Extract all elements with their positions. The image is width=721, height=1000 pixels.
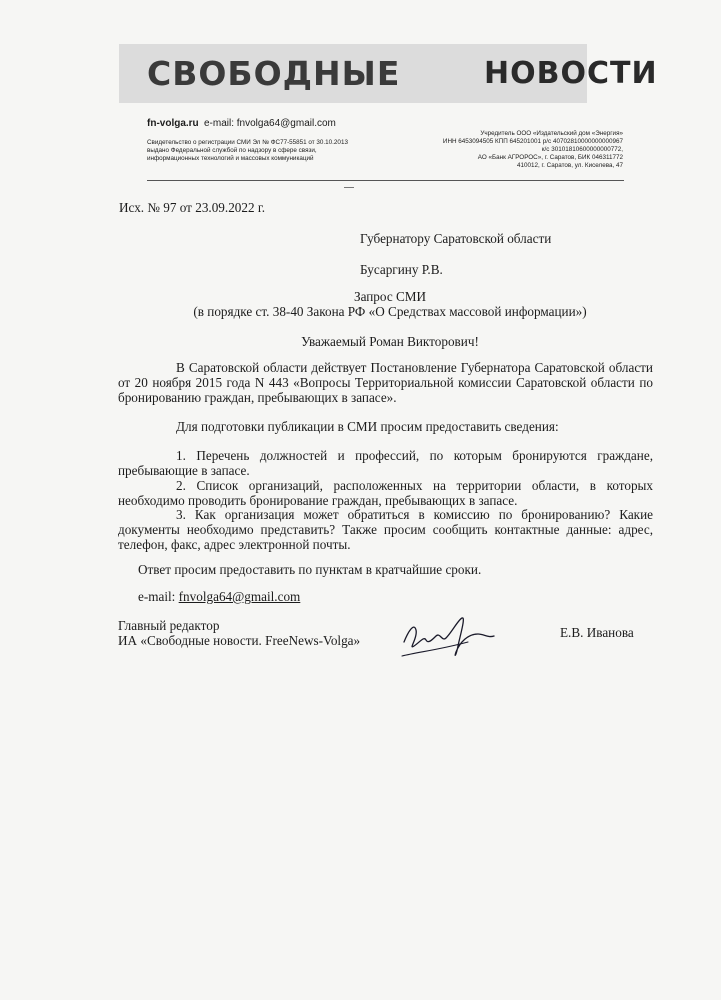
intro-paragraph: В Саратовской области действует Постановление Губернатора Саратовской области от 20 ноября 2015 года N 443 «Вопросы Территориальной комиссии Саратовской области по бронированию граждан, пребывающих в запасе». <box>118 360 653 405</box>
publisher-line: ИНН 6453094505 КПП 645201001 р/с 40702810000000000967 <box>442 138 623 145</box>
email-link[interactable]: fnvolga64@gmail.com <box>178 589 301 604</box>
subject-note: (в порядке ст. 38-40 Закона РФ «О Средствах массовой информации») <box>193 304 587 319</box>
addressee-name: Бусаргину Р.В. <box>360 262 443 277</box>
signer-role: Главный редактор <box>118 618 220 633</box>
list-item: 3. Как организация может обратиться в комиссию по бронированию? Какие документы необходимо представить? Также просим сообщить контактные данные: адрес, телефон, факс, адрес электронной почты. <box>118 507 653 552</box>
registration-line: выдано Федеральной службой по надзору в сфере связи, <box>147 147 317 154</box>
letterhead-divider <box>147 180 624 181</box>
list-item: 1. Перечень должностей и профессий, по которым бронируются граждане, пребывающие в запасе. <box>118 448 653 478</box>
request-paragraph: Для подготовки публикации в СМИ просим предоставить сведения: <box>176 419 559 434</box>
publisher-line: 410012, г. Саратов, ул. Киселева, 47 <box>517 162 623 169</box>
registration-line: информационных технологий и массовых коммуникаций <box>147 155 314 162</box>
signer-organization: ИА «Свободные новости. FreeNews-Volga» <box>118 633 361 648</box>
brand-logo-main: СВОБОДНЫЕ <box>147 54 401 93</box>
addressee-title: Губернатору Саратовской области <box>360 231 552 246</box>
registration-line: Свидетельство о регистрации СМИ Эл № ФС77-55851 от 30.10.2013 <box>147 139 348 146</box>
publisher-line: АО «Банк АГРОРОС», г. Саратов, БИК 046311772 <box>477 154 623 161</box>
signer-name: Е.В. Иванова <box>560 625 634 640</box>
publisher-line: к/с 30101810600000000772, <box>541 146 623 153</box>
site-address: fn-volga.ru <box>147 118 199 129</box>
outgoing-reference: Исх. № 97 от 23.09.2022 г. <box>119 200 266 215</box>
letterhead-email: e-mail: fnvolga64@gmail.com <box>204 118 336 129</box>
publisher-line: Учредитель ООО «Издательский дом «Энергия» <box>480 130 623 137</box>
subject: Запрос СМИ <box>353 289 427 304</box>
closing-paragraph: Ответ просим предоставить по пунктам в кратчайшие сроки. <box>138 562 482 577</box>
handwritten-signature <box>398 612 498 664</box>
email-label: e-mail: <box>138 589 176 604</box>
brand-logo-second: НОВОСТИ <box>484 56 658 91</box>
contact-email <box>138 589 300 604</box>
salutation: Уважаемый Роман Викторович! <box>301 334 479 349</box>
list-item: 2. Список организаций, расположенных на территории области, в которых необходимо проводить бронирование граждан, пребывающих в запасе. <box>118 478 653 508</box>
divider-mark <box>344 187 354 188</box>
publisher-info <box>323 130 623 170</box>
